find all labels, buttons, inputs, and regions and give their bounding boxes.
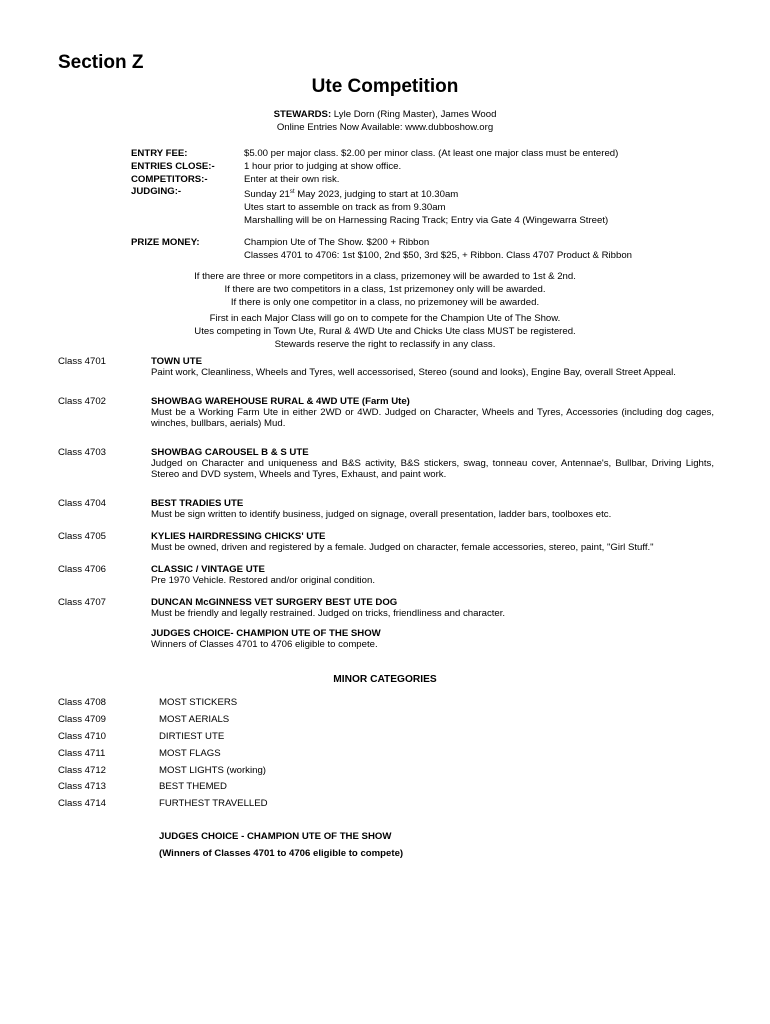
info-label: ENTRY FEE:: [131, 148, 188, 159]
class-number: Class 4713: [58, 781, 106, 793]
prize-row: [131, 237, 724, 250]
class-description: Paint work, Cleanliness, Wheels and Tyres, well accessorised, Stereo (sound and looks), Engine Bay, overall Street Appeal.: [151, 367, 676, 378]
class-number: Class 4710: [58, 730, 106, 742]
class-entry: [58, 628, 714, 650]
info-label: JUDGING:-: [131, 186, 182, 198]
class-number: Class 4704: [58, 498, 106, 509]
class-description: Must be a Working Farm Ute in either 2WD or 4WD. Judged on Character, Wheels and Tyres, Accessories (including dog cages, winches, bullbars, aerials) Mud.: [151, 407, 714, 429]
class-number: Class 4707: [58, 597, 106, 608]
major-class-notes: [0, 312, 770, 351]
minor-categories-list: [58, 697, 268, 815]
class-name: SHOWBAG WAREHOUSE RURAL & 4WD UTE (Farm Ute): [151, 396, 410, 407]
class-number: Class 4703: [58, 447, 106, 458]
class-description: Judged on Character and uniqueness and B&S activity, B&S stickers, swag, tonneau cover, Antennae's, Bullbar, Driving Lights, Stereo and DVD system, Wheels and Tyres, Exhaust, and paint work.: [151, 458, 714, 480]
class-name: BEST THEMED: [159, 781, 227, 793]
info-row: [131, 202, 684, 215]
info-row: [131, 215, 684, 228]
class-number: [58, 628, 151, 650]
info-label: COMPETITORS:-: [131, 173, 208, 185]
class-description: Winners of Classes 4701 to 4706 eligible to compete.: [151, 639, 378, 650]
entry-info: [131, 148, 684, 228]
class-name: DIRTIEST UTE: [159, 730, 225, 742]
prize-label: PRIZE MONEY:: [131, 237, 200, 248]
minor-row: [58, 781, 268, 798]
class-name: JUDGES CHOICE- CHAMPION UTE OF THE SHOW: [151, 628, 381, 639]
class-number: Class 4711: [58, 747, 106, 759]
online-entries: Online Entries Now Available: www.dubboshow.org: [276, 122, 494, 133]
class-number: Class 4714: [58, 798, 106, 810]
class-name: SHOWBAG CAROUSEL B & S UTE: [151, 447, 309, 458]
minor-row: [58, 714, 268, 731]
class-number: Class 4705: [58, 531, 106, 542]
footer-title: JUDGES CHOICE - CHAMPION UTE OF THE SHOW: [159, 831, 392, 842]
prize-rules: [0, 270, 770, 309]
class-entry: [58, 447, 714, 480]
class-entry: [58, 531, 714, 553]
minor-row: [58, 697, 268, 714]
rule-line: If there is only one competitor in a class, no prizemoney will be awarded.: [230, 297, 540, 308]
minor-row: [58, 731, 268, 748]
info-value: 1 hour prior to judging at show office.: [244, 160, 402, 172]
class-entry: [58, 356, 714, 378]
class-number: Class 4709: [58, 713, 106, 725]
rule-line: If there are three or more competitors in a class, prizemoney will be awarded to 1st & 2nd.: [194, 271, 576, 282]
minor-row: [58, 798, 268, 815]
section-title: Section Z: [58, 52, 144, 73]
info-value: Utes start to assemble on track as from 9.30am: [244, 202, 446, 214]
note-line: Utes competing in Town Ute, Rural & 4WD Ute and Chicks Ute class MUST be registered.: [194, 326, 576, 337]
class-name: TOWN UTE: [151, 356, 202, 367]
class-name: MOST STICKERS: [159, 697, 238, 708]
prize-row: [131, 250, 724, 263]
minor-categories-heading: MINOR CATEGORIES: [333, 674, 437, 685]
stewards-block: [0, 108, 770, 134]
page-title: Ute Competition: [311, 76, 459, 97]
judges-choice-footer: [159, 831, 403, 859]
footer-note: (Winners of Classes 4701 to 4706 eligible to compete): [159, 848, 404, 859]
class-entry: [58, 396, 714, 429]
minor-row: [58, 748, 268, 765]
stewards-label: STEWARDS:: [273, 109, 332, 120]
class-entry: [58, 498, 714, 520]
prize-money: [131, 237, 724, 263]
class-name: KYLIES HAIRDRESSING CHICKS' UTE: [151, 531, 326, 542]
info-row: [131, 174, 684, 187]
class-description: Must be sign written to identify business, judged on signage, overall presentation, ladder bars, toolboxes etc.: [151, 509, 612, 520]
class-number: Class 4701: [58, 356, 106, 367]
class-name: FURTHEST TRAVELLED: [159, 798, 268, 810]
info-row: [131, 148, 684, 161]
stewards-value: Lyle Dorn (Ring Master), James Wood: [331, 109, 497, 120]
info-label: ENTRIES CLOSE:-: [131, 160, 215, 172]
info-label: [131, 215, 244, 228]
info-row: [131, 161, 684, 174]
info-value: Sunday 21st May 2023, judging to start at 10.30am: [244, 189, 459, 201]
class-name: DUNCAN McGINNESS VET SURGERY BEST UTE DOG: [151, 597, 398, 608]
class-name: CLASSIC / VINTAGE UTE: [151, 564, 265, 575]
class-description: Pre 1970 Vehicle. Restored and/or original condition.: [151, 575, 375, 586]
major-classes: [58, 356, 714, 650]
info-value: Marshalling will be on Harnessing Racing Track; Entry via Gate 4 (Wingewarra Street): [244, 215, 609, 227]
class-entry: [58, 597, 714, 619]
class-description: Must be owned, driven and registered by a female. Judged on character, female accessories, stereo, paint, "Girl Stuff.": [151, 542, 654, 553]
class-number: Class 4702: [58, 396, 106, 407]
info-label: [131, 202, 244, 215]
class-description: Must be friendly and legally restrained. Judged on tricks, friendliness and character.: [151, 608, 506, 619]
class-number: Class 4708: [58, 697, 106, 708]
prize-line: Champion Ute of The Show. $200 + Ribbon: [244, 237, 430, 248]
rule-line: If there are two competitors in a class, 1st prizemoney only will be awarded.: [224, 284, 546, 295]
minor-row: [58, 765, 268, 782]
class-name: MOST FLAGS: [159, 747, 221, 759]
class-name: MOST LIGHTS (working): [159, 764, 266, 776]
class-entry: [58, 564, 714, 586]
prize-line: Classes 4701 to 4706: 1st $100, 2nd $50, 3rd $25, + Ribbon. Class 4707 Product & Ribbon: [244, 249, 633, 261]
note-line: Stewards reserve the right to reclassify in any class.: [274, 339, 496, 350]
info-row: [131, 186, 684, 202]
class-number: Class 4712: [58, 764, 106, 776]
info-value: Enter at their own risk.: [244, 173, 340, 185]
class-name: BEST TRADIES UTE: [151, 498, 244, 509]
class-number: Class 4706: [58, 564, 106, 575]
note-line: First in each Major Class will go on to compete for the Champion Ute of The Show.: [209, 313, 561, 324]
info-value: $5.00 per major class. $2.00 per minor class. (At least one major class must be entered): [244, 148, 619, 159]
class-name: MOST AERIALS: [159, 713, 230, 725]
